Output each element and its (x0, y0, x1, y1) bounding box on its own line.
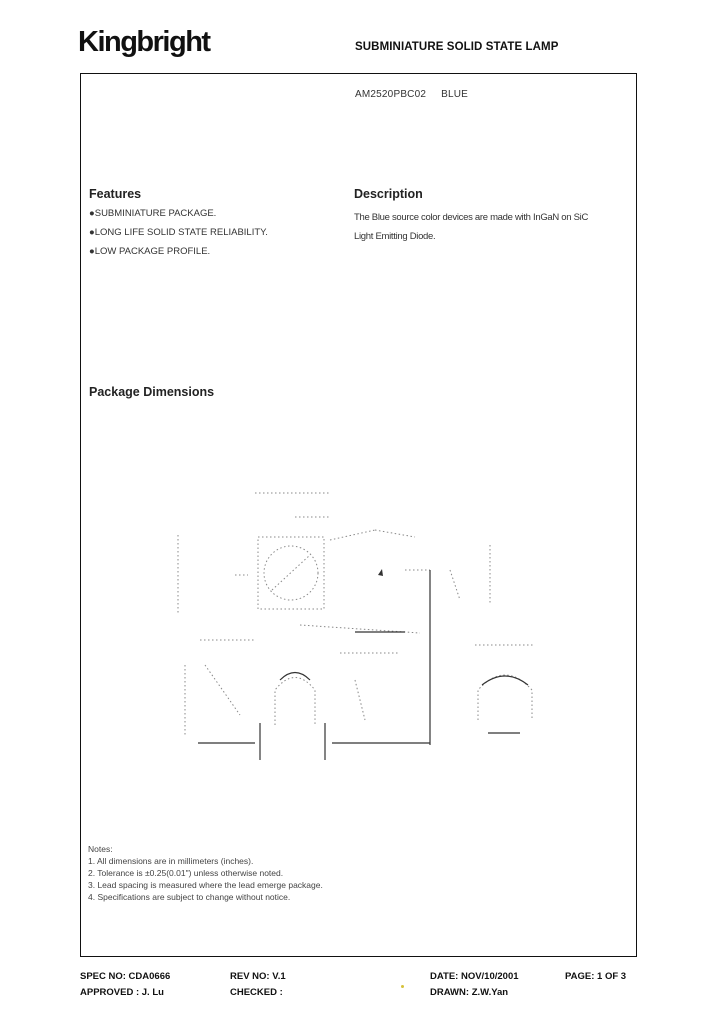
description-heading: Description (354, 187, 423, 201)
checked-by: CHECKED : (230, 987, 283, 998)
kingbright-logo: Kingbright (78, 26, 210, 58)
description-line: Light Emitting Diode. (354, 231, 436, 242)
description-text (354, 208, 619, 246)
stray-mark (401, 985, 404, 988)
note-item: 4. Specifications are subject to change without notice. (88, 892, 291, 902)
features-heading: Features (89, 187, 142, 201)
feature-item: ●LONG LIFE SOLID STATE RELIABILITY. (89, 227, 268, 238)
document-title: SUBMINIATURE SOLID STATE LAMP (355, 41, 559, 53)
part-number-line (355, 89, 480, 100)
part-number: AM2520PBC02 (355, 89, 427, 100)
features-list (89, 208, 268, 265)
part-color: BLUE (441, 89, 469, 100)
spec-date: DATE: NOV/10/2001 (430, 971, 519, 982)
drawn-by: DRAWN: Z.W.Yan (430, 987, 509, 998)
approved-by: APPROVED : J. Lu (80, 987, 164, 998)
notes-heading: Notes: (88, 844, 113, 854)
revision-number: REV NO: V.1 (230, 971, 286, 982)
note-item: 2. Tolerance is ±0.25(0.01") unless otherwise noted. (88, 868, 284, 878)
package-dimension-drawing (160, 475, 560, 775)
description-line: The Blue source color devices are made with InGaN on SiC (354, 212, 589, 223)
note-item: 1. All dimensions are in millimeters (inches). (88, 856, 254, 866)
page-number: PAGE: 1 OF 3 (565, 971, 627, 982)
notes-block (88, 843, 323, 903)
feature-item: ●LOW PACKAGE PROFILE. (89, 246, 211, 257)
spec-number: SPEC NO: CDA0666 (80, 971, 171, 982)
feature-item: ●SUBMINIATURE PACKAGE. (89, 208, 217, 219)
note-item: 3. Lead spacing is measured where the lead emerge package. (88, 880, 323, 890)
package-dimensions-heading: Package Dimensions (89, 385, 215, 399)
side-view-outline (275, 678, 315, 726)
